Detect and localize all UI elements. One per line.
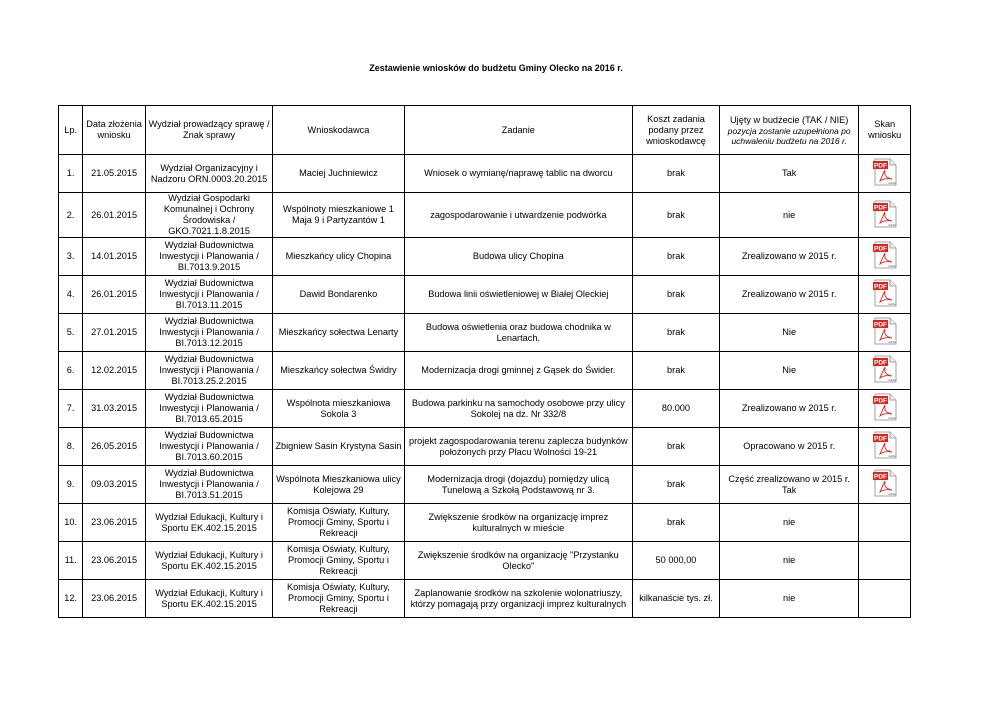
cell-date: 12.02.2015 xyxy=(83,352,146,390)
header-dept: Wydział prowadzący sprawę / Znak sprawy xyxy=(145,106,272,155)
cell-applicant: Zbigniew Sasin Krystyna Sasin xyxy=(273,428,404,466)
header-included-label: Ujęty w budżecie (TAK / NIE) xyxy=(730,114,849,125)
cell-lp: 4. xyxy=(59,276,83,314)
cell-cost: 80.000 xyxy=(633,390,720,428)
table-row xyxy=(59,314,911,352)
cell-lp: 12. xyxy=(59,580,83,618)
pdf-file-icon[interactable] xyxy=(872,158,898,186)
header-cost: Koszt zadania podany przez wnioskodawcę xyxy=(633,106,720,155)
cell-task: Modernizacja drogi gminnej z Gąsek do Świder. xyxy=(404,352,632,390)
cell-applicant: Mieszkańcy ulicy Chopina xyxy=(273,238,404,276)
table-row xyxy=(59,542,911,580)
cell-dept: Wydział Budownictwa Inwestycji i Planowania / BI.7013.12.2015 xyxy=(145,314,272,352)
cell-lp: 6. xyxy=(59,352,83,390)
cell-cost: brak xyxy=(633,276,720,314)
cell-date: 14.01.2015 xyxy=(83,238,146,276)
cell-cost: 50 000,00 xyxy=(633,542,720,580)
cell-date: 21.05.2015 xyxy=(83,155,146,193)
pdf-file-icon[interactable] xyxy=(872,355,898,383)
cell-cost: brak xyxy=(633,352,720,390)
cell-dept: Wydział Budownictwa Inwestycji i Planowania / BI.7013.65.2015 xyxy=(145,390,272,428)
cell-dept: Wydział Gospodarki Komunalnej i Ochrony Środowiska / GKO.7021.1.8.2015 xyxy=(145,193,272,238)
cell-applicant: Maciej Juchniewicz xyxy=(273,155,404,193)
cell-dept: Wydział Budownictwa Inwestycji i Planowania / BI.7013.25.2.2015 xyxy=(145,352,272,390)
pdf-brand-label: Adobe xyxy=(887,455,896,458)
cell-lp: 10. xyxy=(59,504,83,542)
cell-dept: Wydział Edukacji, Kultury i Sportu EK.402.15.2015 xyxy=(145,580,272,618)
cell-included: Zrealizowano w 2015 r. xyxy=(719,390,858,428)
cell-applicant: Komisja Oświaty, Kultury, Promocji Gminy, Sportu i Rekreacji xyxy=(273,580,404,618)
cell-date: 31.03.2015 xyxy=(83,390,146,428)
table-row xyxy=(59,428,911,466)
table-row xyxy=(59,352,911,390)
table-row xyxy=(59,155,911,193)
table-row xyxy=(59,276,911,314)
pdf-badge-label: PDF xyxy=(873,473,887,481)
cell-included: Opracowano w 2015 r. xyxy=(719,428,858,466)
cell-lp: 3. xyxy=(59,238,83,276)
cell-lp: 7. xyxy=(59,390,83,428)
pdf-badge-label: PDF xyxy=(873,283,887,291)
cell-included: nie xyxy=(719,504,858,542)
pdf-brand-label: Adobe xyxy=(887,379,896,382)
cell-dept: Wydział Organizacyjny i Nadzoru ORN.0003.20.2015 xyxy=(145,155,272,193)
header-included xyxy=(719,106,858,155)
pdf-badge-label: PDF xyxy=(873,397,887,405)
cell-task: Zaplanowanie środków na szkolenie wolonatriuszy, którzy pomagają przy organizacji imprez kulturalnych xyxy=(404,580,632,618)
pdf-file-icon[interactable] xyxy=(872,279,898,307)
cell-applicant: Komisja Oświaty, Kultury, Promocji Gminy, Sportu i Rekreacji xyxy=(273,542,404,580)
cell-lp: 8. xyxy=(59,428,83,466)
pdf-file-icon[interactable] xyxy=(872,317,898,345)
header-row xyxy=(59,106,911,155)
cell-scan xyxy=(859,238,911,276)
cell-task: Zwiększenie środków na organizację "Przystanku Olecko" xyxy=(404,542,632,580)
cell-scan xyxy=(859,390,911,428)
cell-cost: brak xyxy=(633,504,720,542)
cell-date: 27.01.2015 xyxy=(83,314,146,352)
header-scan: Skan wniosku xyxy=(859,106,911,155)
cell-dept: Wydział Budownictwa Inwestycji i Planowania / BI.7013.11.2015 xyxy=(145,276,272,314)
table-row xyxy=(59,504,911,542)
pdf-brand-label: Adobe xyxy=(887,182,896,185)
cell-lp: 11. xyxy=(59,542,83,580)
pdf-file-icon[interactable] xyxy=(872,469,898,497)
cell-cost: brak xyxy=(633,155,720,193)
pdf-file-icon[interactable] xyxy=(872,241,898,269)
cell-lp: 9. xyxy=(59,466,83,504)
cell-included: Zrealizowano w 2015 r. xyxy=(719,276,858,314)
cell-scan xyxy=(859,466,911,504)
table-row xyxy=(59,580,911,618)
cell-task: Budowa ulicy Chopina xyxy=(404,238,632,276)
cell-included: nie xyxy=(719,542,858,580)
cell-lp: 5. xyxy=(59,314,83,352)
pdf-file-icon[interactable] xyxy=(872,431,898,459)
cell-applicant: Mieszkańcy sołectwa Świdry xyxy=(273,352,404,390)
cell-included: Zrealizowano w 2015 r. xyxy=(719,238,858,276)
pdf-brand-label: Adobe xyxy=(887,303,896,306)
header-date: Data złożenia wniosku xyxy=(83,106,146,155)
cell-included: Nie xyxy=(719,352,858,390)
cell-cost: brak xyxy=(633,466,720,504)
table-row xyxy=(59,466,911,504)
cell-scan xyxy=(859,155,911,193)
table-row xyxy=(59,390,911,428)
pdf-badge-label: PDF xyxy=(873,204,887,212)
cell-dept: Wydział Edukacji, Kultury i Sportu EK.402.15.2015 xyxy=(145,504,272,542)
cell-applicant: Wspólnota Mieszkaniowa ulicy Kolejowa 29 xyxy=(273,466,404,504)
cell-included: Nie xyxy=(719,314,858,352)
cell-applicant: Mieszkańcy sołectwa Lenarty xyxy=(273,314,404,352)
cell-scan xyxy=(859,542,911,580)
cell-cost: brak xyxy=(633,314,720,352)
cell-dept: Wydział Budownictwa Inwestycji i Planowania / BI.7013.51.2015 xyxy=(145,466,272,504)
header-task: Zadanie xyxy=(404,106,632,155)
cell-included: nie xyxy=(719,580,858,618)
cell-included: Tak xyxy=(719,155,858,193)
cell-lp: 1. xyxy=(59,155,83,193)
cell-task: Zwiększenie środków na organizację imprez kulturalnych w mieście xyxy=(404,504,632,542)
table-row xyxy=(59,238,911,276)
cell-dept: Wydział Budownictwa Inwestycji i Planowania / BI.7013.9.2015 xyxy=(145,238,272,276)
cell-date: 26.01.2015 xyxy=(83,276,146,314)
cell-date: 23.06.2015 xyxy=(83,580,146,618)
cell-cost: brak xyxy=(633,193,720,238)
pdf-file-icon[interactable] xyxy=(872,393,898,421)
cell-applicant: Dawid Bondarenko xyxy=(273,276,404,314)
cell-scan xyxy=(859,193,911,238)
header-included-note: pozycja zostanie uzupełniona po uchwaleniu budżetu na 2016 r. xyxy=(727,125,851,146)
cell-scan xyxy=(859,504,911,542)
pdf-brand-label: Adobe xyxy=(887,417,896,420)
cell-applicant: Komisja Oświaty, Kultury, Promocji Gminy, Sportu i Rekreacji xyxy=(273,504,404,542)
pdf-badge-label: PDF xyxy=(873,321,887,329)
cell-date: 26.05.2015 xyxy=(83,428,146,466)
cell-task: Budowa linii oświetleniowej w Białej Oleckiej xyxy=(404,276,632,314)
cell-date: 26.01.2015 xyxy=(83,193,146,238)
pdf-badge-label: PDF xyxy=(873,435,887,443)
pdf-badge-label: PDF xyxy=(873,359,887,367)
cell-scan xyxy=(859,352,911,390)
cell-task: Wniosek o wymianę/naprawę tablic na dworcu xyxy=(404,155,632,193)
cell-scan xyxy=(859,276,911,314)
cell-scan xyxy=(859,314,911,352)
cell-date: 23.06.2015 xyxy=(83,504,146,542)
cell-included: nie xyxy=(719,193,858,238)
pdf-file-icon[interactable] xyxy=(872,200,898,228)
table-row xyxy=(59,193,911,238)
cell-scan xyxy=(859,580,911,618)
header-lp: Lp. xyxy=(59,106,83,155)
cell-cost: brak xyxy=(633,428,720,466)
cell-applicant: Wspólnota mieszkaniowa Sokola 3 xyxy=(273,390,404,428)
cell-date: 09.03.2015 xyxy=(83,466,146,504)
pdf-badge-label: PDF xyxy=(873,245,887,253)
cell-included: Część zrealizowano w 2015 r. Tak xyxy=(719,466,858,504)
cell-dept: Wydział Edukacji, Kultury i Sportu EK.402.15.2015 xyxy=(145,542,272,580)
cell-dept: Wydział Budownictwa Inwestycji i Planowania / BI.7013.60.2015 xyxy=(145,428,272,466)
cell-applicant: Wspólnoty mieszkaniowe 1 Maja 9 i Partyzantów 1 xyxy=(273,193,404,238)
pdf-brand-label: Adobe xyxy=(887,493,896,496)
pdf-brand-label: Adobe xyxy=(887,223,896,227)
cell-cost: brak xyxy=(633,238,720,276)
applications-table xyxy=(58,105,911,618)
cell-task: zagospodarowanie i utwardzenie podwórka xyxy=(404,193,632,238)
cell-cost: kilkanaście tys. zł. xyxy=(633,580,720,618)
cell-task: Budowa parkinku na samochody osobowe przy ulicy Sokolej na dz. Nr 332/8 xyxy=(404,390,632,428)
cell-lp: 2. xyxy=(59,193,83,238)
cell-task: Budowa oświetlenia oraz budowa chodnika w Lenartach. xyxy=(404,314,632,352)
header-applicant: Wnioskodawca xyxy=(273,106,404,155)
pdf-brand-label: Adobe xyxy=(887,341,896,344)
cell-scan xyxy=(859,428,911,466)
pdf-badge-label: PDF xyxy=(873,162,887,170)
pdf-brand-label: Adobe xyxy=(887,265,896,268)
cell-task: projekt zagospodarowania terenu zaplecza budynków położonych przy Placu Wolności 19-21 xyxy=(404,428,632,466)
cell-task: Modernizacja drogi (dojazdu) pomiędzy ulicą Tunelową a Szkołą Podstawową nr 3. xyxy=(404,466,632,504)
page-title: Zestawienie wniosków do budżetu Gminy Olecko na 2016 r. xyxy=(369,63,623,73)
cell-date: 23.06.2015 xyxy=(83,542,146,580)
